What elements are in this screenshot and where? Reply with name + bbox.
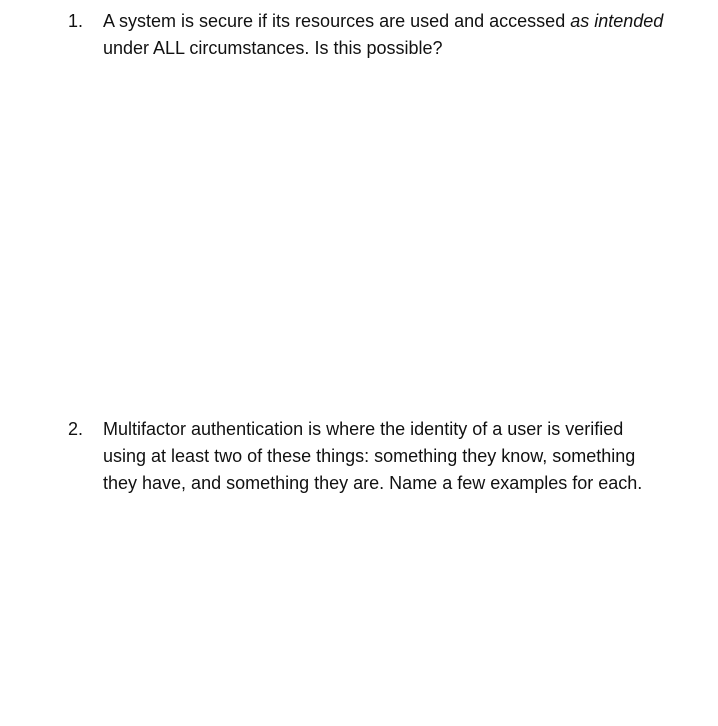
emphasized-phrase: as intended	[570, 11, 664, 31]
question-number: 1.	[68, 11, 84, 31]
question-text-line: they have, and something they are. Name a few examples for each.	[103, 473, 643, 493]
question-text	[103, 416, 698, 497]
question-number: 2.	[68, 419, 84, 439]
question-text	[103, 8, 698, 62]
question-text-line	[103, 8, 698, 35]
question-text-line: using at least two of these things: something they know, something	[103, 446, 636, 466]
question-text-segment: A system is secure if its resources are used and accessed	[103, 11, 571, 31]
question-text-line: Multifactor authentication is where the identity of a user is verified	[103, 419, 624, 439]
question-text-line: under ALL circumstances. Is this possible?	[103, 38, 443, 58]
